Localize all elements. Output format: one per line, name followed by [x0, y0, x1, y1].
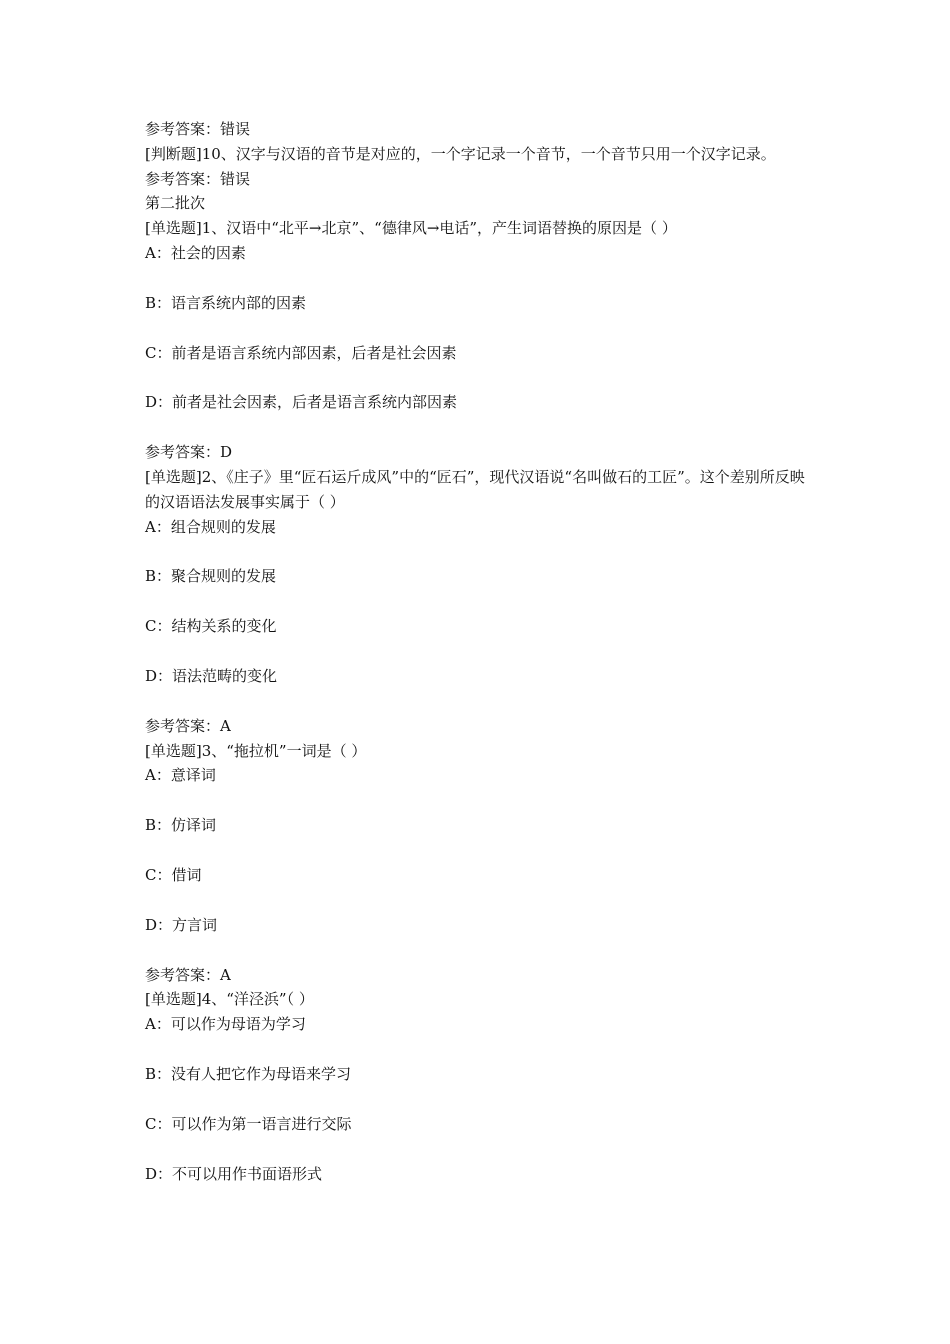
option-line: A：可以作为母语为学习: [145, 1015, 306, 1034]
option-line: C：结构关系的变化: [145, 617, 277, 636]
blank-line: [145, 539, 810, 564]
option-line: D：方言词: [145, 915, 218, 934]
option-line: B：没有人把它作为母语来学习: [145, 1064, 352, 1083]
document-body: [145, 117, 810, 1186]
option-line: D：语法范畴的变化: [145, 666, 278, 685]
option-line: A：意译词: [145, 766, 216, 785]
option-line: B：仿译词: [145, 816, 217, 835]
option-line: C：可以作为第一语言进行交际: [145, 1114, 352, 1133]
blank-line: [145, 788, 810, 813]
answer-line: 参考答案：错误: [145, 169, 251, 188]
blank-line: [145, 888, 810, 913]
question-text: [单选题]2、《庄子》里“匠石运斤成风”中的“匠石”，现代汉语说“名叫做石的工匠”。这个差别所反映的汉语语法发展事实属于（ ）: [145, 467, 805, 511]
option-line: D：不可以用作书面语形式: [145, 1164, 323, 1183]
option-line: B：语言系统内部的因素: [145, 293, 307, 312]
blank-line: [145, 316, 810, 341]
blank-line: [145, 838, 810, 863]
blank-line: [145, 938, 810, 963]
blank-line: [145, 365, 810, 390]
answer-line: 参考答案：A: [145, 965, 231, 984]
option-line: B：聚合规则的发展: [145, 567, 277, 586]
option-line: C：借词: [145, 865, 202, 884]
blank-line: [145, 639, 810, 664]
question-text: [单选题]4、“洋泾浜”（ ）: [145, 990, 314, 1009]
section-heading: 第二批次: [145, 194, 206, 213]
question-text: [单选题]1、汉语中“北平→北京”、“德律风→电话”，产生词语替换的原因是（ ）: [145, 219, 677, 238]
blank-line: [145, 415, 810, 440]
option-line: A：社会的因素: [145, 243, 246, 262]
blank-line: [145, 1087, 810, 1112]
option-line: C：前者是语言系统内部因素，后者是社会因素: [145, 343, 457, 362]
option-line: A：组合规则的发展: [145, 517, 276, 536]
blank-line: [145, 266, 810, 291]
question-text: [单选题]3、“拖拉机”一词是（ ）: [145, 741, 367, 760]
blank-line: [145, 689, 810, 714]
question-text: [判断题]10、汉字与汉语的音节是对应的，一个字记录一个音节，一个音节只用一个汉字记录。: [145, 144, 776, 163]
answer-line: 参考答案：错误: [145, 120, 251, 138]
answer-line: 参考答案：A: [145, 716, 231, 735]
option-line: D：前者是社会因素，后者是语言系统内部因素: [145, 393, 458, 412]
blank-line: [145, 1037, 810, 1062]
blank-line: [145, 589, 810, 614]
answer-line: 参考答案：D: [145, 443, 233, 462]
blank-line: [145, 1137, 810, 1162]
